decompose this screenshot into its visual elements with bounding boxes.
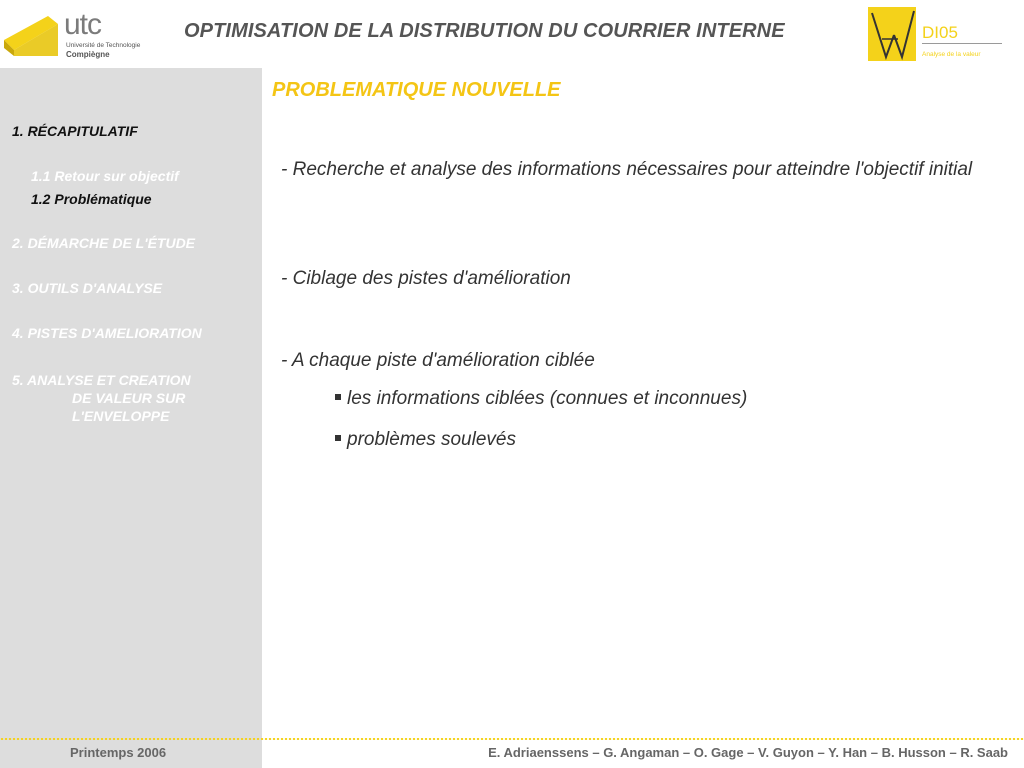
di05-divider: [922, 43, 1002, 44]
sidebar-item-problematique[interactable]: 1.2 Problématique: [31, 191, 152, 207]
sidebar-item-label: L'ENVELOPPE: [72, 408, 170, 424]
content-bullet: [335, 429, 516, 451]
sidebar-item-recapitulatif[interactable]: 1. RÉCAPITULATIF: [12, 123, 138, 139]
content-bullet: [335, 388, 747, 410]
av-logo-mark-icon: [868, 5, 920, 63]
content-paragraph: - Recherche et analyse des informations nécessaires pour atteindre l'objectif initial: [281, 159, 973, 180]
section-title: PROBLEMATIQUE NOUVELLE: [272, 79, 561, 101]
utc-logo-line1: Université de Technologie: [66, 42, 141, 49]
footer-date: Printemps 2006: [70, 745, 167, 760]
bullet-text: les informations ciblées (connues et inconnues): [347, 388, 748, 409]
bullet-square-icon: [335, 435, 341, 441]
footer-authors: E. Adriaenssens – G. Angaman – O. Gage – V. Guyon – Y. Han – B. Husson – R. Saab: [488, 745, 1008, 760]
utc-logo: [4, 8, 144, 60]
sidebar-item-demarche[interactable]: 2. DÉMARCHE DE L'ÉTUDE: [12, 235, 196, 251]
document-title: OPTIMISATION DE LA DISTRIBUTION DU COURRIER INTERNE: [184, 20, 785, 42]
content-paragraph: - A chaque piste d'amélioration ciblée: [281, 350, 595, 371]
utc-logo-name: utc: [64, 8, 102, 41]
sidebar-item-label: 5. ANALYSE ET CREATION: [12, 372, 191, 388]
sidebar-item-pistes-amelioration[interactable]: 4. PISTES D'AMELIORATION: [12, 325, 202, 341]
sidebar-item-retour-sur-objectif[interactable]: 1.1 Retour sur objectif: [31, 168, 179, 184]
sidebar-item-analyse-creation[interactable]: [12, 371, 252, 425]
bullet-text: problèmes soulevés: [347, 429, 516, 450]
utc-logo-line2: Compiègne: [66, 50, 110, 59]
di05-logo: [868, 5, 1008, 63]
di05-tagline: Analyse de la valeur: [922, 51, 981, 58]
sidebar-item-outils-analyse[interactable]: 3. OUTILS D'ANALYSE: [12, 280, 163, 296]
header: [0, 0, 1024, 68]
content-paragraph: - Ciblage des pistes d'amélioration: [281, 268, 571, 289]
bullet-square-icon: [335, 394, 341, 400]
sidebar-nav: [0, 68, 262, 740]
sidebar-item-label: DE VALEUR SUR: [72, 390, 186, 406]
utc-logo-mark-icon: [4, 10, 62, 58]
di05-code: DI05: [922, 23, 958, 42]
